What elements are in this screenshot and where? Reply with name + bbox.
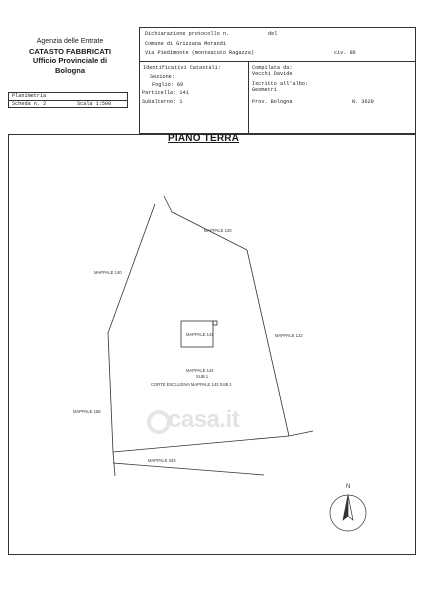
iscritto-label: Iscritto all'albo: — [252, 81, 309, 87]
label-mappale-140: MAPPALE 140 — [94, 270, 122, 275]
watermark-text: casa.it — [168, 406, 240, 433]
boundary-south — [113, 436, 289, 452]
comune-label: Comune di Grizzana Morandi — [145, 41, 226, 47]
label-mappale-142: MAPPALE 142 — [186, 368, 214, 373]
albo-value: Geometri — [252, 87, 277, 93]
provincia-label: Prov. Bologna — [252, 99, 293, 105]
planimetria-label: Planimetria — [12, 93, 47, 99]
label-mappale-343: MAPPALE 343 — [148, 458, 176, 463]
boundary-west-upper — [108, 204, 155, 333]
dichiarazione-label: Dichiarazione protocollo n. — [145, 31, 230, 37]
building-corner — [213, 321, 217, 325]
ufficio-label: Ufficio Provinciale di — [32, 56, 108, 66]
identificativi-label: Identificativi Catastali: — [143, 65, 221, 71]
label-mappale-158: MAPPALE 158 — [73, 409, 101, 414]
address-label: Via Piedimonte (monteacuto Ragazza) — [145, 50, 254, 56]
label-mappale-122: MAPPALE 122 — [275, 333, 303, 338]
label-sub-1: SUB 1 — [196, 374, 209, 379]
boundary-east — [247, 250, 289, 436]
label-mappale-120: MAPPALE 120 — [204, 228, 232, 233]
boundary-top-stub — [164, 196, 172, 212]
floor-title: PIANO TERRA — [168, 133, 240, 144]
albo-number: N. 3629 — [352, 99, 374, 105]
compiler-name: Vecchi Davide — [252, 71, 293, 77]
particella-label: Particella: 141 — [142, 90, 189, 96]
civico-label: civ. 86 — [334, 50, 356, 56]
agency-name: Agenzia delle Entrate — [36, 38, 104, 45]
del-label: del — [268, 31, 278, 37]
boundary-southwest — [113, 452, 115, 476]
north-arrow — [330, 495, 366, 531]
catasto-title: CATASTO FABBRICATI — [29, 46, 111, 56]
boundary-lower-road — [113, 463, 264, 475]
scala-label: Scala 1:500 — [77, 101, 112, 107]
subalterno-label: Subalterno: 1 — [142, 99, 183, 105]
scheda-label: Scheda n. 2 — [12, 101, 47, 107]
sezione-label: Sezione: — [150, 74, 175, 80]
city-label: Bologna — [55, 65, 85, 75]
north-label: N — [346, 484, 351, 490]
boundary-west-lower — [108, 333, 113, 452]
label-mappale-141: MAPPALE 141 — [186, 332, 214, 337]
boundary-south-stub — [289, 431, 313, 436]
foglio-label: Foglio: 69 — [152, 82, 184, 88]
compilata-label: Compilata da: — [252, 65, 293, 71]
label-corte-esclusiva: CORTE ESCLUSIVA MAPPALE 143 SUB 1 — [151, 382, 232, 387]
